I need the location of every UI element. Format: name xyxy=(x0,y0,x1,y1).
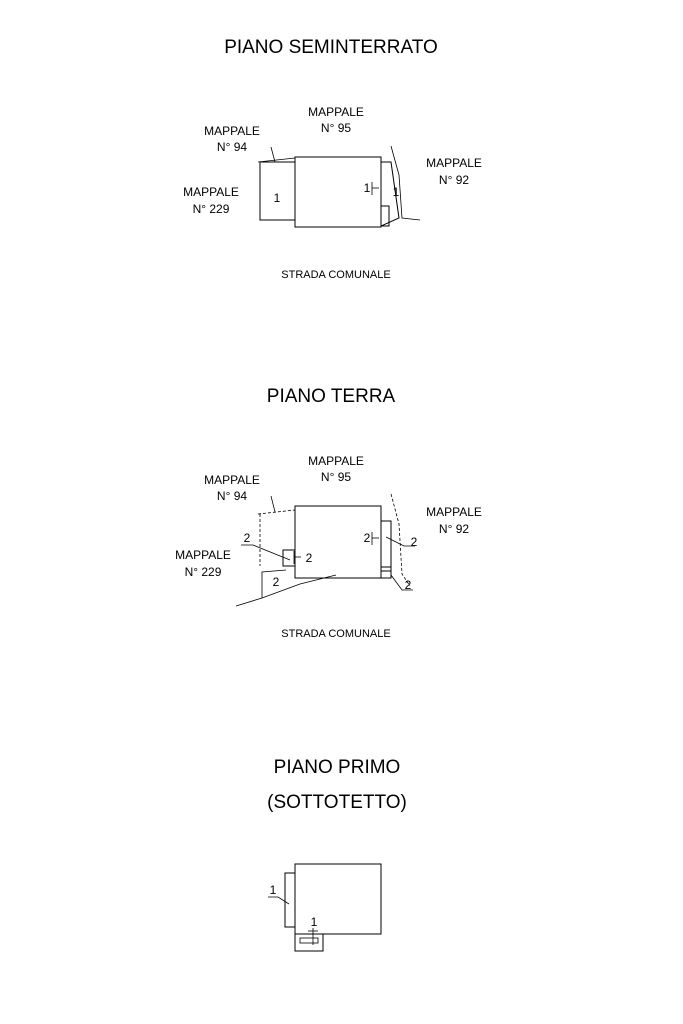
floor-primo xyxy=(267,757,407,951)
sub-number: 1 xyxy=(310,915,318,929)
boundary-line xyxy=(258,510,295,514)
annex-bottom xyxy=(295,934,323,951)
boundary-line xyxy=(391,146,420,220)
label-mappale-94: MAPPALE xyxy=(204,473,260,487)
sub-number: 2 xyxy=(363,531,371,545)
sub-number: 1 xyxy=(273,191,281,205)
sub-number: 1 xyxy=(392,185,400,199)
label-mappale-95: MAPPALE xyxy=(308,105,364,119)
annex-left xyxy=(285,873,295,927)
label-strada-comunale: STRADA COMUNALE xyxy=(281,628,391,640)
boundary-line xyxy=(391,494,410,586)
sub-number: 2 xyxy=(243,531,251,545)
label-mappale-95: MAPPALE xyxy=(308,454,364,468)
floor-terra xyxy=(175,386,482,640)
label-strada-comunale: STRADA COMUNALE xyxy=(281,269,391,281)
label-mappale-229: MAPPALE xyxy=(175,548,231,562)
sub-number: 1 xyxy=(269,883,277,897)
label-n95: N° 95 xyxy=(320,470,352,484)
floor-title-primo: PIANO PRIMO xyxy=(273,757,401,778)
label-n92: N° 92 xyxy=(438,522,470,536)
floor-title-seminterrato: PIANO SEMINTERRATO xyxy=(224,37,438,58)
boundary-line xyxy=(258,158,295,162)
annex-small xyxy=(381,567,391,578)
label-mappale-94: MAPPALE xyxy=(204,124,260,138)
label-n229: N° 229 xyxy=(192,202,230,216)
label-n94: N° 94 xyxy=(216,140,248,154)
leader-line xyxy=(268,897,289,904)
sub-number: 2 xyxy=(404,578,412,592)
label-n95: N° 95 xyxy=(320,121,352,135)
floor-seminterrato xyxy=(183,37,482,281)
label-mappale-92: MAPPALE xyxy=(426,505,482,519)
label-n229: N° 229 xyxy=(184,565,222,579)
stair-detail xyxy=(300,938,318,943)
sub-number: 1 xyxy=(363,181,371,195)
floor-subtitle-sottotetto: (SOTTOTETTO) xyxy=(267,792,407,813)
leader-line xyxy=(271,147,275,162)
sub-number: 2 xyxy=(410,535,418,549)
sub-number: 2 xyxy=(272,575,280,589)
road-edge xyxy=(236,575,336,606)
label-mappale-229: MAPPALE xyxy=(183,185,239,199)
sub-number: 2 xyxy=(305,551,313,565)
label-mappale-92: MAPPALE xyxy=(426,156,482,170)
leader-line xyxy=(271,496,275,512)
annex-right xyxy=(381,521,391,571)
label-n92: N° 92 xyxy=(438,173,470,187)
building-outline xyxy=(295,864,381,934)
floor-title-terra: PIANO TERRA xyxy=(266,386,396,407)
label-n94: N° 94 xyxy=(216,489,248,503)
